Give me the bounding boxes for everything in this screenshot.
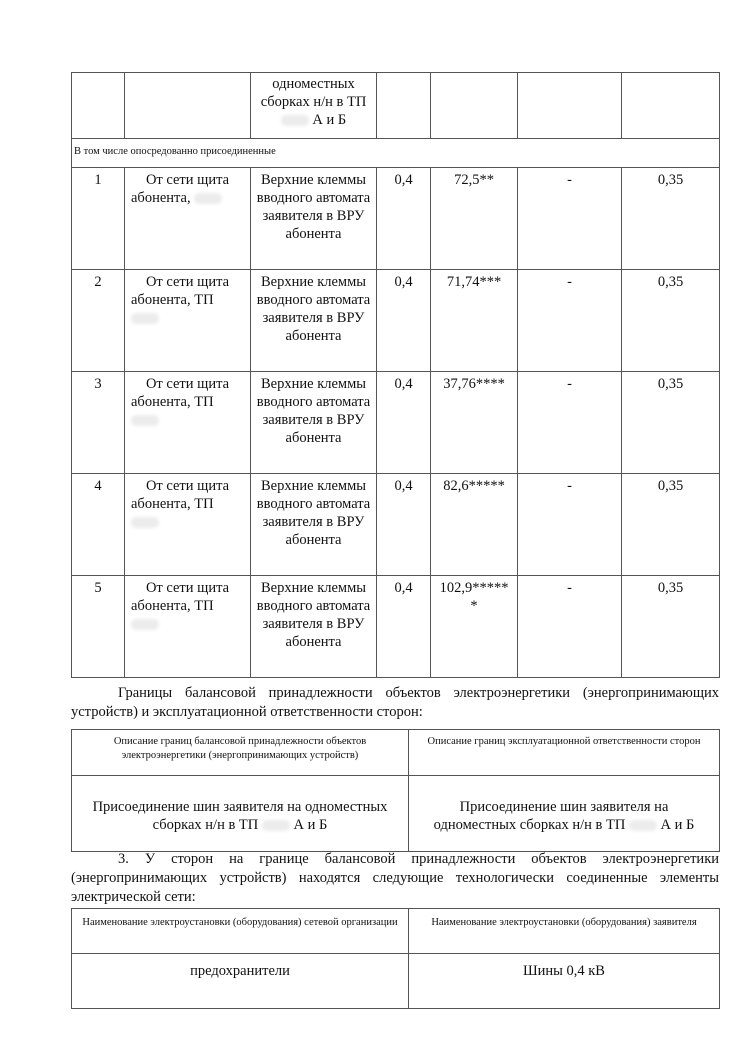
redacted-mark (194, 193, 222, 204)
redacted-mark (131, 517, 159, 528)
table-header-row (72, 730, 720, 776)
header-cell: Наименование электроустановки (оборудования) сетевой организации (72, 909, 409, 954)
table-cell (72, 73, 125, 139)
cell-text: сборках н/н в ТП (260, 94, 367, 110)
table-cell (622, 73, 720, 139)
value-cell: 0,35 (622, 474, 720, 576)
redacted-mark (262, 820, 290, 831)
table-row (72, 270, 720, 372)
table-row (72, 73, 720, 139)
cell-text: Присоединение шин заявителя на (459, 799, 669, 815)
equipment-paragraph: 3. У сторон на границе балансовой принадлежности объектов электроэнергетики (энергопринимающих устройств) находятся следующие технологически соединенные элементы электрической сети: (71, 851, 719, 905)
voltage-cell: 0,4 (377, 576, 431, 678)
source-cell (125, 168, 251, 270)
subheader-cell: В том числе опосредованно присоединенные (72, 139, 720, 168)
applicant-equipment-cell: Шины 0,4 кВ (409, 954, 720, 1009)
table-row (72, 576, 720, 678)
source-cell (125, 474, 251, 576)
value-cell: 0,35 (622, 576, 720, 678)
power-cell: 82,6***** (431, 474, 518, 576)
cell-text: абонента, ТП (131, 598, 214, 614)
dash-cell: - (518, 168, 622, 270)
equipment-table (71, 908, 720, 1009)
cell-text: От сети щита (145, 478, 230, 494)
table-cell (125, 73, 251, 139)
row-number: 5 (72, 576, 125, 678)
value-cell: 0,35 (622, 168, 720, 270)
cell-text: одноместных сборках н/н в ТП (433, 817, 626, 833)
value-cell: 0,35 (622, 372, 720, 474)
power-cell: 37,76**** (431, 372, 518, 474)
connection-point-cell: Верхние клеммы вводного автомата заявителя в ВРУ абонента (251, 576, 377, 678)
table-row (72, 474, 720, 576)
row-number: 2 (72, 270, 125, 372)
redacted-mark (131, 313, 159, 324)
cell-text: От сети щита (145, 580, 230, 596)
table-cell (431, 73, 518, 139)
operational-boundary-cell (409, 776, 720, 852)
cell-text: Присоединение шин заявителя на одноместных (92, 799, 388, 815)
dash-cell: - (518, 372, 622, 474)
voltage-cell: 0,4 (377, 270, 431, 372)
power-cell: 102,9****** (431, 576, 518, 678)
source-cell (125, 576, 251, 678)
power-cell: 71,74*** (431, 270, 518, 372)
cell-text: одноместных (272, 76, 355, 92)
power-cell: 72,5** (431, 168, 518, 270)
connection-point-cell (251, 73, 377, 139)
cell-text: От сети щита (145, 274, 230, 290)
connection-point-cell: Верхние клеммы вводного автомата заявителя в ВРУ абонента (251, 168, 377, 270)
connection-point-cell: Верхние клеммы вводного автомата заявителя в ВРУ абонента (251, 270, 377, 372)
dash-cell: - (518, 576, 622, 678)
source-cell (125, 270, 251, 372)
table-row (72, 954, 720, 1009)
cell-text: сборках н/н в ТП (152, 817, 259, 833)
table-row (72, 776, 720, 852)
table-row (72, 168, 720, 270)
dash-cell: - (518, 270, 622, 372)
balance-paragraph: Границы балансовой принадлежности объектов электроэнергетики (энергопринимающих устройств) и эксплуатационной ответственности сторон: (71, 685, 719, 720)
cell-text: От сети щита (145, 172, 230, 188)
header-cell: Наименование электроустановки (оборудования) заявителя (409, 909, 720, 954)
network-equipment-cell: предохранители (72, 954, 409, 1009)
table-cell (518, 73, 622, 139)
header-cell: Описание границ эксплуатационной ответственности сторон (409, 730, 720, 776)
cell-text: абонента, (131, 190, 191, 206)
voltage-cell: 0,4 (377, 474, 431, 576)
cell-text: абонента, ТП (131, 496, 214, 512)
dash-cell: - (518, 474, 622, 576)
connection-point-cell: Верхние клеммы вводного автомата заявителя в ВРУ абонента (251, 474, 377, 576)
source-cell (125, 372, 251, 474)
row-number: 3 (72, 372, 125, 474)
row-number: 1 (72, 168, 125, 270)
redacted-mark (281, 115, 309, 126)
cell-text: абонента, ТП (131, 394, 214, 410)
redacted-mark (629, 820, 657, 831)
table-header-row (72, 909, 720, 954)
table-row (72, 372, 720, 474)
voltage-cell: 0,4 (377, 372, 431, 474)
voltage-cell: 0,4 (377, 168, 431, 270)
redacted-mark (131, 619, 159, 630)
value-cell: 0,35 (622, 270, 720, 372)
table-subheader-row (72, 139, 720, 168)
cell-text: А и Б (293, 817, 328, 833)
balance-table (71, 729, 720, 852)
cell-text: А и Б (312, 112, 347, 128)
header-cell: Описание границ балансовой принадлежности объектов электроэнергетики (энергопринимающих устройств) (72, 730, 409, 776)
row-number: 4 (72, 474, 125, 576)
table-cell (377, 73, 431, 139)
cell-text: От сети щита (145, 376, 230, 392)
balance-boundary-cell (72, 776, 409, 852)
connection-point-cell: Верхние клеммы вводного автомата заявителя в ВРУ абонента (251, 372, 377, 474)
cell-text: А и Б (660, 817, 695, 833)
redacted-mark (131, 415, 159, 426)
connection-table (71, 72, 720, 678)
cell-text: абонента, ТП (131, 292, 214, 308)
